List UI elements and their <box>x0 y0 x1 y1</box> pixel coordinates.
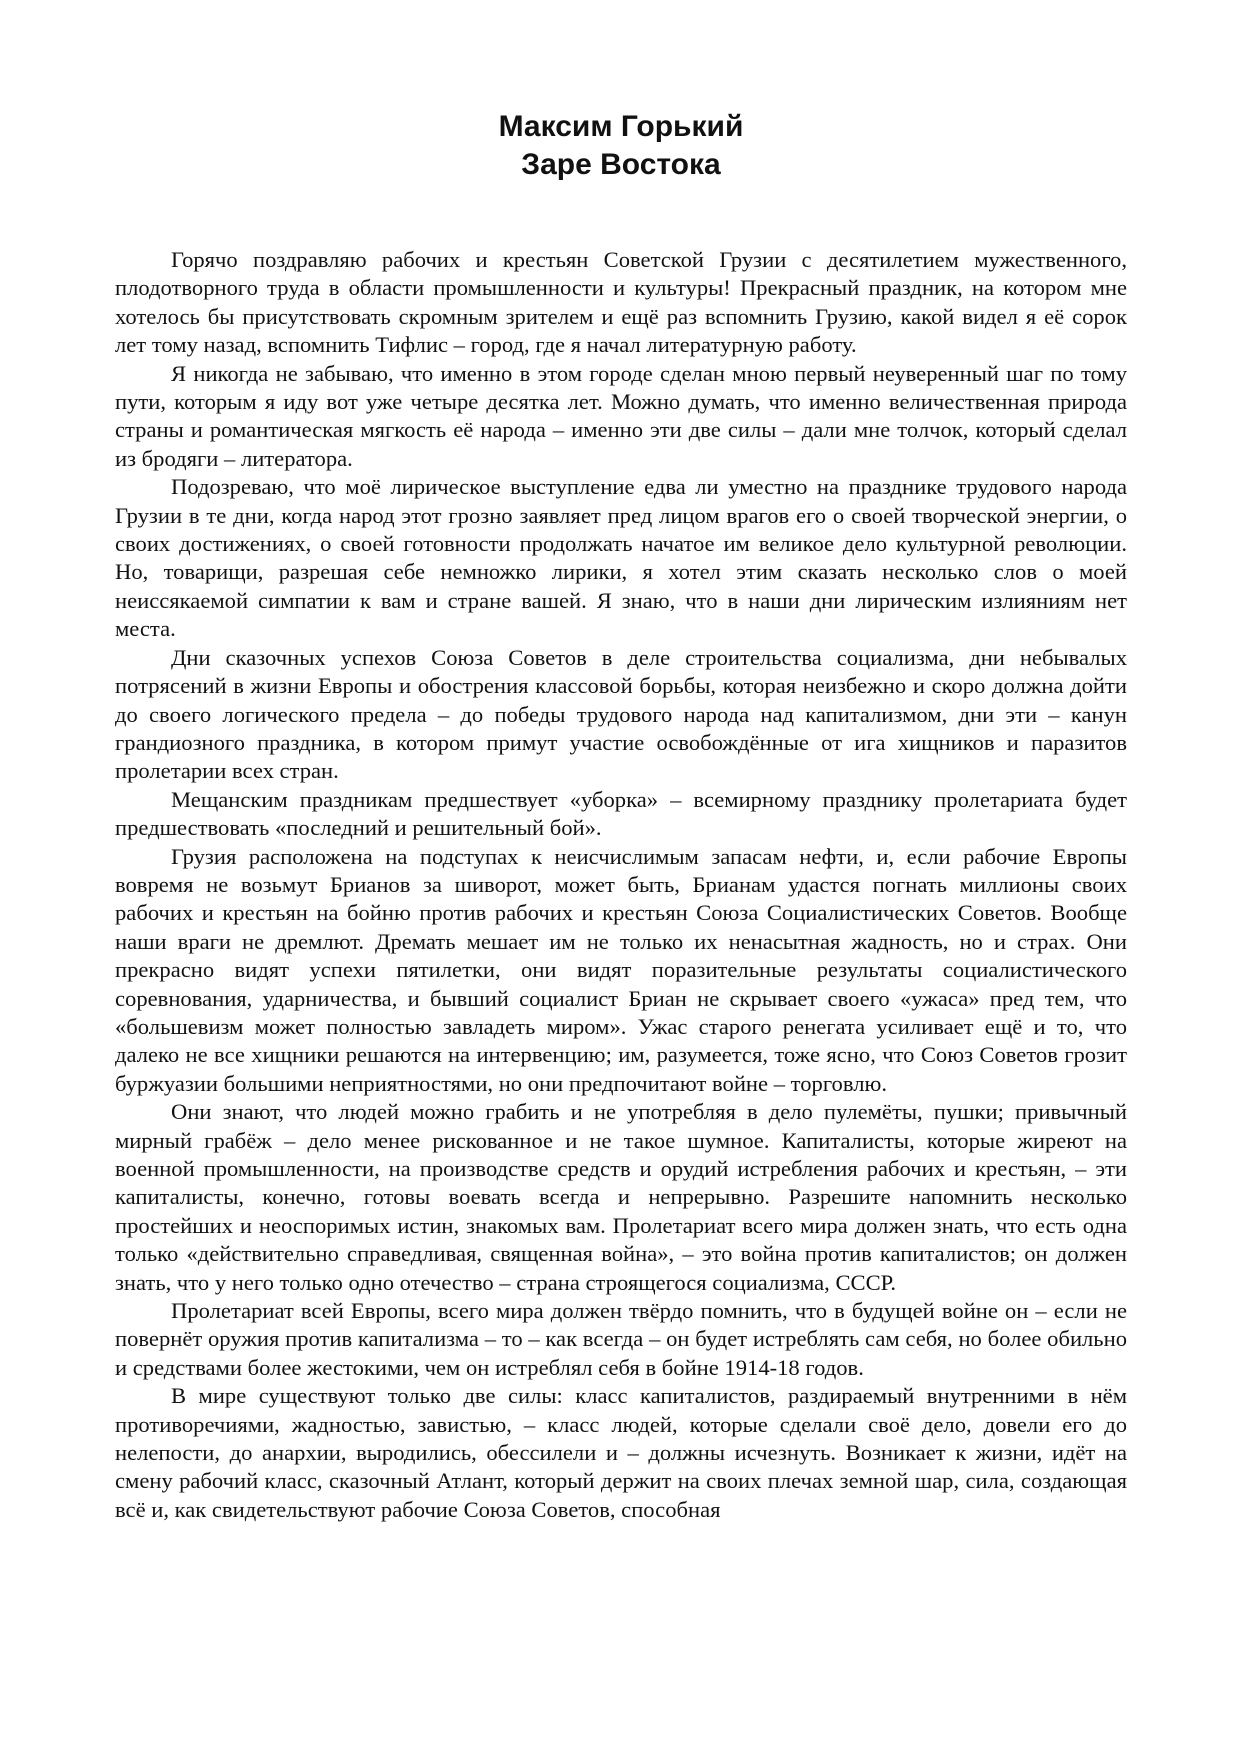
paragraph: В мире существуют только две силы: класс капиталистов, раздираемый внутренними в нём противоречиями, жадностью, завистью, – класс людей, которые сделали своё дело, довели его до нелепости, до анархии, выродились, обессилели и – должны исчезнуть. Возникает к жизни, идёт на смену рабочий класс, сказочный Атлант, который держит на своих плечах земной шар, сила, создающая всё и, как свидетельствуют рабочие Союза Советов, способная <box>115 1383 1127 1522</box>
paragraph: Горячо поздравляю рабочих и крестьян Советской Грузии с десятилетием мужественного, плодотворного труда в области промышленности и культуры! Прекрасный праздник, на котором мне хотелось бы присутствовать скромным зрителем и ещё раз вспомнить Грузию, какой видел я её сорок лет тому назад, вспомнить Тифлис – город, где я начал литературную работу. <box>115 247 1127 358</box>
paragraph: Мещанским праздникам предшествует «уборка» – всемирному празднику пролетариата будет предшествовать «последний и решительный бой». <box>115 786 1127 841</box>
paragraph: Дни сказочных успехов Союза Советов в деле строительства социализма, дни небывалых потрясений в жизни Европы и обострения классовой борьбы, которая неизбежно и скоро должна дойти до своего логического предела – до победы трудового народа над капитализмом, дни эти – канун грандиозного праздника, в котором примут участие освобождённые от ига хищников и паразитов пролетарии всех стран. <box>115 644 1127 784</box>
document-body <box>115 246 1127 1524</box>
author-name: Максим Горький <box>498 110 744 143</box>
document-header <box>0 108 1242 184</box>
paragraph: Я никогда не забываю, что именно в этом городе сделан мною первый неуверенный шаг по тому пути, которым я иду вот уже четыре десятка лет. Можно думать, что именно величественная природа страны и романтическая мягкость её народа – именно эти две силы – дали мне толчок, который сделал из бродяги – литератора. <box>115 360 1127 471</box>
paragraph: Пролетариат всей Европы, всего мира должен твёрдо помнить, что в будущей войне он – если не повернёт оружия против капитализма – то – как всегда – он будет истреблять сам себя, но более обильно и средствами более жестокими, чем он истреблял себя в бойне 1914-18 годов. <box>115 1298 1127 1380</box>
document-title: Заре Востока <box>521 148 721 181</box>
paragraph: Грузия расположена на подступах к неисчислимым запасам нефти, и, если рабочие Европы вовремя не возьмут Брианов за шиворот, может быть, Брианам удастся погнать миллионы своих рабочих и крестьян на бойню против рабочих и крестьян Союза Социалистических Советов. Вообще наши враги не дремлют. Дремать мешает им не только их ненасытная жадность, но и страх. Они прекрасно видят успехи пятилетки, они видят поразительные результаты социалистического соревнования, ударничества, и бывший социалист Бриан не скрывает своего «ужаса» пред тем, что «большевизм может полностью завладеть миром». Ужас старого ренегата усиливает ещё и то, что далеко не все хищники решаются на интервенцию; им, разумеется, тоже ясно, что Союз Советов грозит буржуазии большими неприятностями, но они предпочитают войне – торговлю. <box>115 843 1127 1096</box>
paragraph: Они знают, что людей можно грабить и не употребляя в дело пулемёты, пушки; привычный мирный грабёж – дело менее рискованное и не такое шумное. Капиталисты, которые жиреют на военной промышленности, на производстве средств и орудий истребления рабочих и крестьян, – эти капиталисты, конечно, готовы воевать всегда и непрерывно. Разрешите напомнить несколько простейших и неоспоримых истин, знакомых вам. Пролетариат всего мира должен знать, что есть одна только «действительно справедливая, священная война», – это война против капиталистов; он должен знать, что у него только одно отечество – страна строящегося социализма, СССР. <box>115 1099 1127 1295</box>
paragraph: Подозреваю, что моё лирическое выступление едва ли уместно на празднике трудового народа Грузии в те дни, когда народ этот грозно заявляет пред лицом врагов его о своей творческой энергии, о своих достижениях, о своей готовности продолжать начатое им великое дело культурной революции. Но, товарищи, разрешая себе немножко лирики, я хотел этим сказать несколько слов о моей неиссякаемой симпатии к вам и стране вашей. Я знаю, что в наши дни лирическим излияниям нет места. <box>115 474 1127 642</box>
